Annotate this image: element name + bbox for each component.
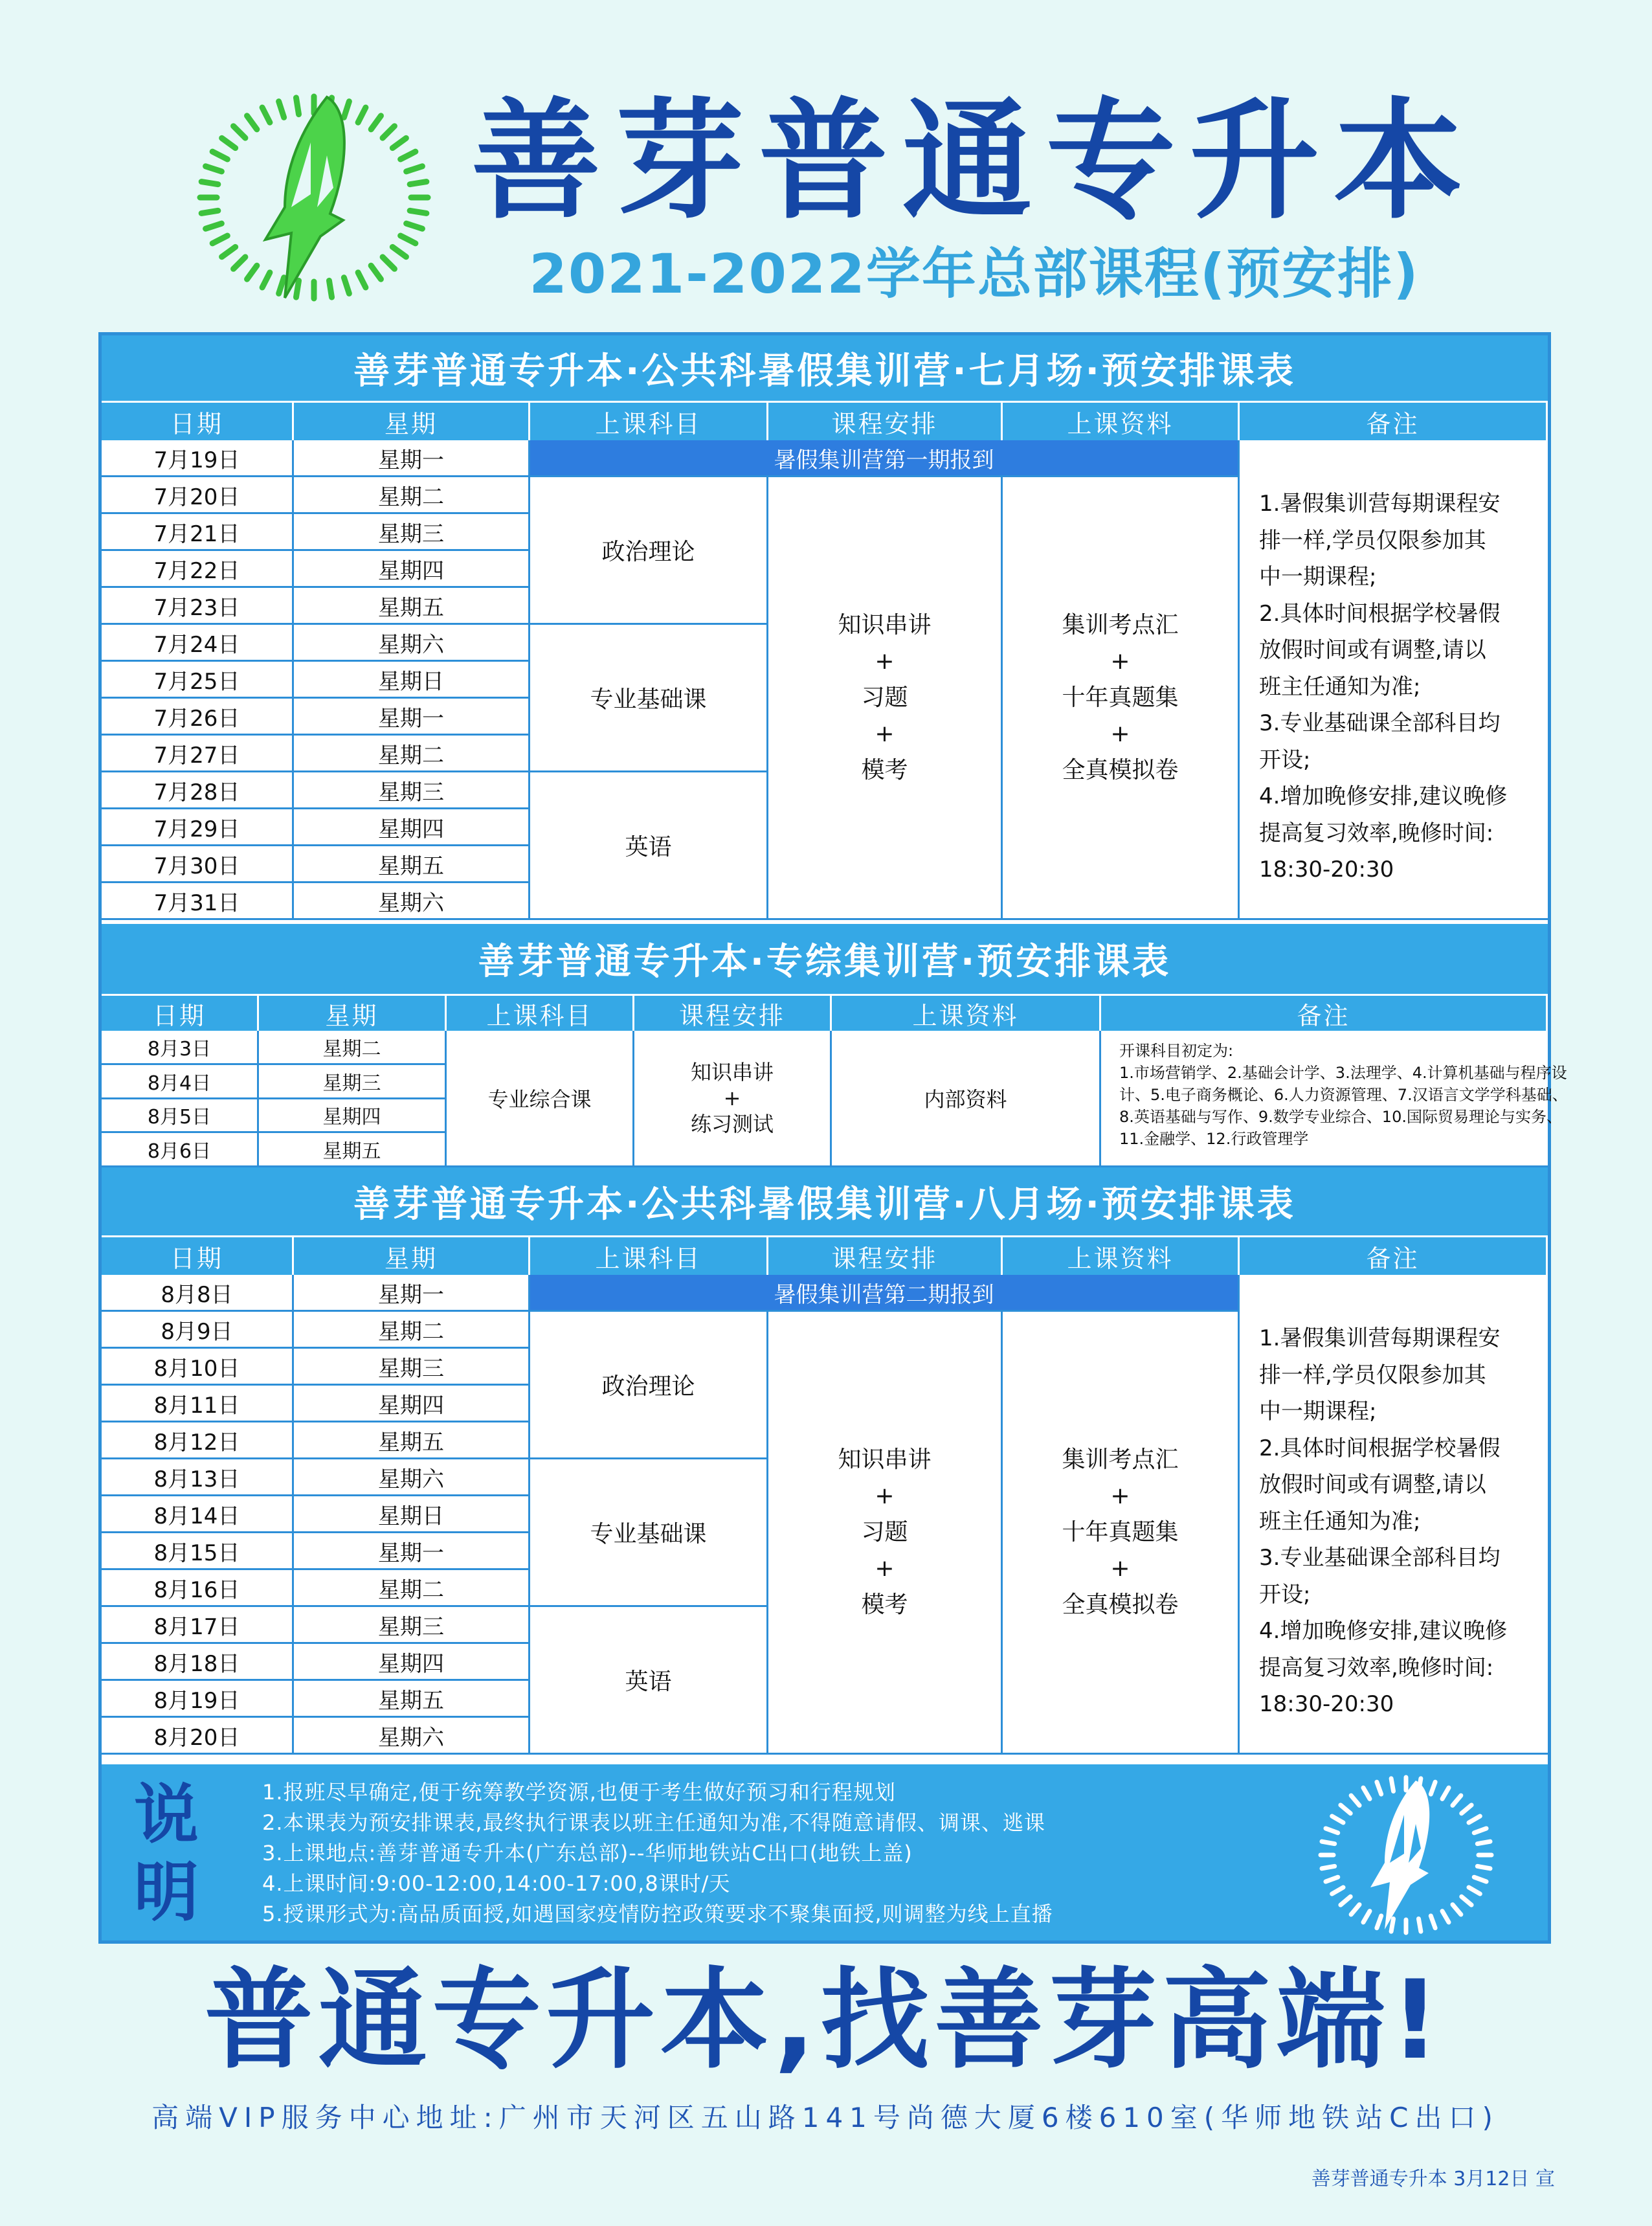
date-cell: 7月30日	[102, 846, 294, 883]
notes-label	[128, 1776, 205, 1931]
slogan: 普通专升本,找善芽高端!	[204, 1957, 1446, 2084]
weekday-cell: 星期三	[259, 1065, 447, 1099]
logo-tick	[358, 107, 366, 122]
footer-note: 善芽普通专升本 3月12日 宣	[1311, 2168, 1555, 2190]
logo-tick	[1391, 1918, 1393, 1931]
materials-cell: 内部资料	[832, 1031, 1101, 1167]
note-item: 4.上课时间:9:00-12:00,14:00-17:00,8课时/天	[262, 1871, 731, 1896]
arrangement-cell	[634, 1031, 832, 1167]
logo-tick	[206, 166, 222, 172]
date-cell: 8月5日	[102, 1099, 259, 1134]
logo-tick	[1322, 1866, 1335, 1868]
weekday-cell: 星期二	[294, 1570, 530, 1607]
arrangement-line: 练习测试	[690, 1112, 774, 1136]
date-cell: 7月29日	[102, 809, 294, 846]
logo-tick	[358, 273, 366, 287]
logo-tick	[1351, 1795, 1359, 1805]
materials-line: +	[1110, 647, 1130, 675]
weekday-cell: 星期日	[294, 1496, 530, 1533]
weekday-cell: 星期五	[259, 1133, 447, 1167]
arrangement-line: +	[723, 1086, 741, 1110]
materials-line: 集训考点汇	[1062, 1446, 1179, 1473]
logo-tick	[222, 138, 236, 148]
date-cell: 7月24日	[102, 625, 294, 662]
logo-tick	[410, 210, 427, 213]
arrangement-line: +	[875, 647, 895, 675]
notes-label-char: 明	[134, 1854, 199, 1930]
date-cell: 8月17日	[102, 1607, 294, 1644]
remarks-line: 排一样,学员仅限参加其	[1259, 1362, 1486, 1388]
logo-tick	[222, 247, 236, 256]
logo-tick	[407, 223, 423, 229]
date-cell: 8月15日	[102, 1533, 294, 1570]
weekday-cell: 星期五	[294, 846, 530, 883]
column-header: 上课科目	[530, 1235, 768, 1275]
notes-list	[262, 1777, 1053, 1929]
remarks-line: 2.具体时间根据学校暑假	[1259, 600, 1501, 627]
date-cell: 8月6日	[102, 1133, 259, 1167]
remarks-line: 开设;	[1259, 747, 1311, 773]
materials-line: +	[1110, 1555, 1130, 1582]
logo-tick	[212, 152, 227, 159]
weekday-cell: 星期三	[294, 1349, 530, 1386]
date-cell: 8月19日	[102, 1681, 294, 1718]
logo-tick	[1469, 1816, 1480, 1823]
logo-tick	[344, 102, 349, 118]
july-section-title: 善芽普通专升本·公共科暑假集训营·七月场·预安排课表	[102, 335, 1548, 401]
logo-tick	[1341, 1896, 1350, 1905]
date-cell: 8月14日	[102, 1496, 294, 1533]
logo-tick	[247, 116, 257, 129]
logo-tick	[201, 210, 218, 213]
logo-tick	[1326, 1828, 1338, 1833]
subject-cell: 英语	[530, 1607, 768, 1755]
subject-cell: 专业基础课	[530, 1459, 768, 1607]
logo-tick	[1462, 1805, 1471, 1814]
logo-tick	[1453, 1905, 1461, 1915]
date-cell: 7月23日	[102, 588, 294, 625]
subject-cell: 政治理论	[530, 1312, 768, 1459]
logo-tick	[1363, 1788, 1370, 1799]
arrangement-line: 习题	[861, 1518, 908, 1546]
date-cell: 8月13日	[102, 1459, 294, 1496]
weekday-cell: 星期一	[294, 1275, 530, 1312]
logo-tick	[1377, 1782, 1381, 1794]
materials-line: 全真模拟卷	[1062, 1591, 1179, 1618]
remarks-line: 放假时间或有调整,请以	[1259, 637, 1486, 663]
weekday-cell: 星期六	[294, 625, 530, 662]
date-cell: 7月19日	[102, 440, 294, 477]
remarks-line: 8.英语基础与写作、9.数学专业综合、10.国际贸易理论与实务、	[1119, 1108, 1562, 1126]
logo-tick	[392, 247, 406, 256]
registration-banner: 暑假集训营第二期报到	[530, 1275, 1240, 1312]
logo-tick	[1477, 1841, 1490, 1843]
date-cell: 8月16日	[102, 1570, 294, 1607]
column-header: 上课科目	[447, 994, 634, 1031]
weekday-cell: 星期五	[294, 1422, 530, 1459]
remarks-cell	[1240, 440, 1548, 920]
materials-line: +	[1110, 720, 1130, 747]
date-cell: 7月21日	[102, 514, 294, 551]
date-cell: 7月28日	[102, 772, 294, 809]
date-cell: 7月27日	[102, 736, 294, 772]
weekday-cell: 星期二	[294, 736, 530, 772]
logo-tick	[1431, 1916, 1435, 1928]
date-cell: 8月18日	[102, 1644, 294, 1681]
note-item: 1.报班尽早确定,便于统筹教学资源,也便于考生做好预习和行程规划	[262, 1780, 896, 1804]
materials-line: 全真模拟卷	[1062, 756, 1179, 783]
arrangement-line: 模考	[861, 756, 908, 783]
materials-line: +	[1110, 1482, 1130, 1509]
weekday-cell: 星期一	[294, 1533, 530, 1570]
remarks-cell	[1240, 1275, 1548, 1755]
arrangement-line: 知识串讲	[838, 1446, 932, 1473]
column-header: 星期	[294, 401, 530, 440]
logo-tick	[1351, 1905, 1359, 1915]
subject-cell: 英语	[530, 772, 768, 920]
subtitle: 2021-2022学年总部课程(预安排)	[529, 242, 1420, 306]
remarks-line: 18:30-20:30	[1259, 1691, 1394, 1717]
materials-cell	[1003, 1312, 1240, 1755]
remarks-line: 4.增加晚修安排,建议晚修	[1259, 1618, 1508, 1644]
remarks-line: 4.增加晚修安排,建议晚修	[1259, 783, 1508, 809]
remarks-line: 中一期课程;	[1259, 564, 1377, 590]
materials-line: 十年真题集	[1062, 684, 1179, 711]
logo-tick	[344, 278, 349, 294]
logo-tick	[1431, 1782, 1435, 1794]
arrangement-line: +	[875, 1482, 895, 1509]
column-header: 备注	[1240, 1235, 1548, 1275]
august-section-title: 善芽普通专升本·公共科暑假集训营·八月场·预安排课表	[102, 1167, 1548, 1235]
note-item: 2.本课表为预安排课表,最终执行课表以班主任通知为准,不得随意请假、调课、逃课	[262, 1810, 1045, 1835]
weekday-cell: 星期四	[294, 809, 530, 846]
remarks-line: 3.专业基础课全部科目均	[1259, 1545, 1501, 1571]
logo-tick	[1462, 1896, 1471, 1905]
logo-tick	[234, 126, 245, 138]
remarks-line: 提高复习效率,晚修时间:	[1259, 1654, 1494, 1681]
logo-tick	[329, 280, 331, 297]
column-header: 上课资料	[1003, 1235, 1240, 1275]
weekday-cell: 星期三	[294, 772, 530, 809]
arrangement-cell	[768, 477, 1003, 920]
column-header: 课程安排	[768, 1235, 1003, 1275]
rocket-logo-icon	[1312, 1771, 1500, 1939]
column-header: 上课资料	[832, 994, 1101, 1031]
note-item: 5.授课形式为:高品质面授,如遇国家疫情防控政策要求不聚集面授,则调整为线上直播	[262, 1902, 1053, 1926]
logo-tick	[1469, 1887, 1480, 1894]
remarks-line: 开课科目初定为:	[1119, 1042, 1234, 1060]
column-header: 日期	[102, 994, 259, 1031]
column-header: 星期	[294, 1235, 530, 1275]
logo-tick	[1377, 1916, 1381, 1928]
special-section-title: 善芽普通专升本·专综集训营·预安排课表	[102, 924, 1548, 994]
date-cell: 8月10日	[102, 1349, 294, 1386]
remarks-line: 3.专业基础课全部科目均	[1259, 710, 1501, 736]
date-cell: 7月31日	[102, 883, 294, 920]
date-cell: 7月22日	[102, 551, 294, 588]
weekday-cell: 星期四	[294, 1386, 530, 1422]
weekday-cell: 星期四	[294, 1644, 530, 1681]
logo-tick	[1332, 1887, 1343, 1894]
remarks-line: 1.暑假集训营每期课程安	[1259, 1325, 1501, 1351]
remarks-line: 排一样,学员仅限参加其	[1259, 527, 1486, 554]
logo-tick	[247, 265, 257, 279]
weekday-cell: 星期四	[294, 551, 530, 588]
date-cell: 8月8日	[102, 1275, 294, 1312]
main-title: 善芽普通专升本	[471, 86, 1477, 237]
weekday-cell: 星期五	[294, 588, 530, 625]
schedule-frame	[98, 332, 1568, 1944]
logo-tick	[1442, 1788, 1449, 1799]
weekday-cell: 星期二	[294, 1312, 530, 1349]
remarks-line: 计、5.电子商务概论、6.人力资源管理、7.汉语言文学学科基础、	[1119, 1086, 1568, 1104]
logo-tick	[1418, 1918, 1420, 1931]
weekday-cell: 星期一	[294, 440, 530, 477]
logo-tick	[1391, 1779, 1393, 1792]
registration-banner: 暑假集训营第一期报到	[530, 440, 1240, 477]
logo-tick	[262, 107, 270, 122]
logo-tick	[212, 236, 227, 243]
logo-tick	[1442, 1911, 1449, 1922]
notes-box	[102, 1764, 1548, 1940]
logo-tick	[296, 98, 298, 115]
logo-tick	[1474, 1828, 1486, 1833]
arrangement-line: +	[875, 720, 895, 747]
arrangement-line: 知识串讲	[838, 611, 932, 638]
rocket-logo-icon	[188, 84, 440, 311]
remarks-line: 班主任通知为准;	[1259, 673, 1421, 700]
weekday-cell: 星期五	[294, 1681, 530, 1718]
subject-cell: 专业综合课	[447, 1031, 634, 1167]
logo-tick	[1322, 1841, 1335, 1843]
date-cell: 7月26日	[102, 699, 294, 736]
weekday-cell: 星期六	[294, 1459, 530, 1496]
materials-line: 集训考点汇	[1062, 611, 1179, 638]
arrangement-line: 知识串讲	[690, 1060, 774, 1085]
logo-tick	[1477, 1866, 1490, 1868]
logo-tick	[1474, 1877, 1486, 1882]
logo-tick	[1326, 1877, 1338, 1882]
logo-tick	[1363, 1911, 1370, 1922]
weekday-cell: 星期二	[259, 1031, 447, 1065]
arrangement-line: 习题	[861, 684, 908, 711]
remarks-line: 放假时间或有调整,请以	[1259, 1472, 1486, 1498]
date-cell: 8月11日	[102, 1386, 294, 1422]
logo-tick	[296, 280, 298, 297]
weekday-cell: 星期二	[294, 477, 530, 514]
column-header: 课程安排	[634, 994, 832, 1031]
remarks-line: 班主任通知为准;	[1259, 1508, 1421, 1535]
logo-tick	[206, 223, 222, 229]
date-cell: 8月4日	[102, 1065, 259, 1099]
logo-tick	[279, 102, 284, 118]
weekday-cell: 星期四	[259, 1099, 447, 1134]
remarks-line: 中一期课程;	[1259, 1399, 1377, 1424]
date-cell: 7月20日	[102, 477, 294, 514]
remarks-line: 11.金融学、12.行政管理学	[1119, 1130, 1309, 1148]
date-cell: 8月9日	[102, 1312, 294, 1349]
weekday-cell: 星期一	[294, 699, 530, 736]
arrangement-cell	[768, 1312, 1003, 1755]
arrangement-line: +	[875, 1555, 895, 1582]
remarks-line: 2.具体时间根据学校暑假	[1259, 1435, 1501, 1461]
logo-tick	[234, 257, 245, 269]
logo-tick	[262, 273, 270, 287]
remarks-line: 1.暑假集训营每期课程安	[1259, 491, 1501, 517]
remarks-cell	[1101, 1031, 1568, 1167]
logo-tick	[201, 182, 218, 185]
column-header: 上课资料	[1003, 401, 1240, 440]
remarks-line: 18:30-20:30	[1259, 857, 1394, 883]
date-cell: 8月3日	[102, 1031, 259, 1065]
logo-tick	[401, 152, 416, 159]
note-item: 3.上课地点:善芽普通专升本(广东总部)--华师地铁站C出口(地铁上盖)	[262, 1841, 913, 1865]
column-header: 备注	[1240, 401, 1548, 440]
subject-cell: 政治理论	[530, 477, 768, 625]
weekday-cell: 星期日	[294, 662, 530, 699]
weekday-cell: 星期三	[294, 1607, 530, 1644]
column-header: 备注	[1101, 994, 1548, 1031]
logo-tick	[410, 182, 427, 185]
address: 高端VIP服务中心地址:广州市天河区五山路141号尚德大厦6楼610室(华师地铁站C出口)	[151, 2102, 1499, 2133]
date-cell: 8月20日	[102, 1718, 294, 1755]
column-header: 日期	[102, 401, 294, 440]
remarks-line: 开设;	[1259, 1581, 1311, 1608]
logo-tick	[401, 236, 416, 243]
logo-tick	[1341, 1805, 1350, 1814]
materials-line: 十年真题集	[1062, 1518, 1179, 1546]
column-header: 上课科目	[530, 401, 768, 440]
remarks-line: 提高复习效率,晚修时间:	[1259, 820, 1494, 846]
logo-tick	[371, 116, 381, 129]
date-cell: 8月12日	[102, 1422, 294, 1459]
column-header: 课程安排	[768, 401, 1003, 440]
date-cell: 7月25日	[102, 662, 294, 699]
remarks-line: 1.市场营销学、2.基础会计学、3.法理学、4.计算机基础与程序设	[1119, 1064, 1567, 1082]
logo-tick	[1453, 1795, 1461, 1805]
weekday-cell: 星期三	[294, 514, 530, 551]
arrangement-line: 模考	[861, 1591, 908, 1618]
column-header: 日期	[102, 1235, 294, 1275]
subject-cell: 专业基础课	[530, 625, 768, 772]
logo-tick	[279, 278, 284, 294]
column-header: 星期	[259, 994, 447, 1031]
notes-label-char: 说	[134, 1777, 199, 1852]
weekday-cell: 星期六	[294, 1718, 530, 1755]
weekday-cell: 星期六	[294, 883, 530, 920]
logo-tick	[1332, 1816, 1343, 1823]
logo-tick	[383, 126, 394, 138]
logo-tick	[407, 166, 423, 172]
logo-tick	[371, 265, 381, 279]
logo-tick	[383, 257, 394, 269]
materials-cell	[1003, 477, 1240, 920]
logo-tick	[392, 138, 406, 148]
